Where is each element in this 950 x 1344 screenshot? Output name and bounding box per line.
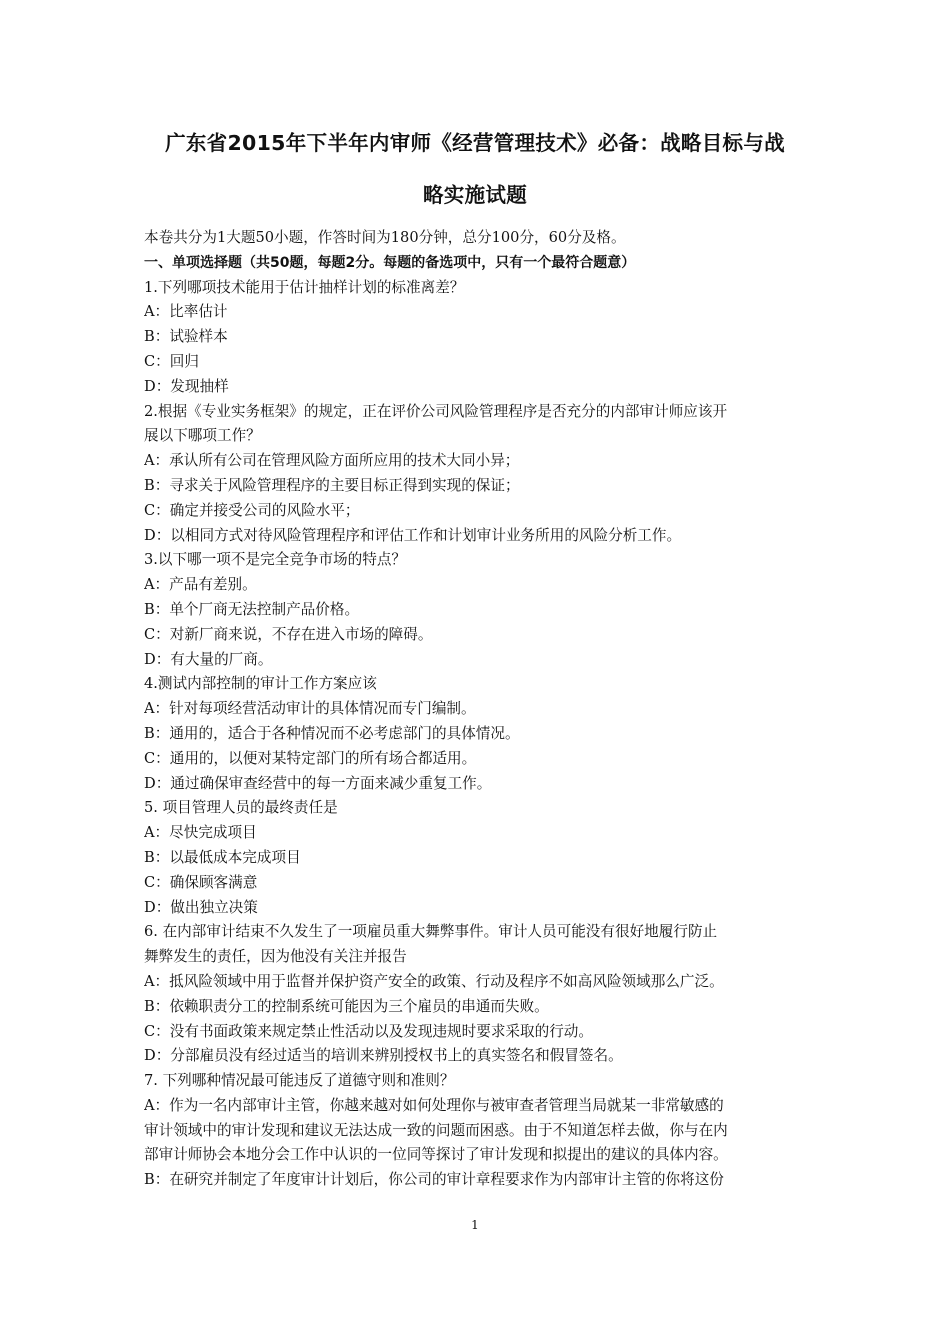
- text-line: A：比率估计: [144, 303, 228, 321]
- text-line: B：在研究并制定了年度审计计划后，你公司的审计章程要求作为内部审计主管的你将这份: [144, 1171, 724, 1189]
- text-line: A：承认所有公司在管理风险方面所应用的技术大同小异；: [144, 452, 520, 470]
- text-line: B：通用的，适合于各种情况而不必考虑部门的具体情况。: [144, 724, 520, 742]
- text-line: D：有大量的厂商。: [144, 650, 273, 668]
- text-line: C：对新厂商来说，不存在进入市场的障碍。: [144, 625, 433, 643]
- text-line: D：分部雇员没有经过适当的培训来辨别授权书上的真实签名和假冒签名。: [144, 1047, 623, 1065]
- text-line: A：抵风险领域中用于监督并保护资产安全的政策、行动及程序不如高风险领域那么广泛。: [144, 972, 724, 990]
- text-line: 部审计师协会本地分会工作中认识的一位同等探讨了审计发现和拟提出的建议的具体内容。: [144, 1146, 728, 1164]
- text-line: 本卷共分为1大题50小题，作答时间为180分钟，总分100分，60分及格。: [144, 229, 626, 246]
- text-line: B：以最低成本完成项目: [144, 848, 301, 866]
- text-line: B：单个厂商无法控制产品价格。: [144, 600, 360, 618]
- text-line: 3.以下哪一项不是完全竞争市场的特点？: [144, 551, 407, 569]
- text-line: C：回归: [144, 352, 199, 370]
- text-line: A：尽快完成项目: [144, 824, 257, 842]
- text-line: A：产品有差别。: [144, 576, 257, 594]
- section-heading: 一、单项选择题（共50题，每题2分。每题的备选项中，只有一个最符合题意）: [144, 254, 636, 271]
- text-line: B：试验样本: [144, 328, 228, 346]
- text-line: 4.测试内部控制的审计工作方案应该: [144, 675, 377, 693]
- text-line: 审计领域中的审计发现和建议无法达成一致的问题而困惑。由于不知道怎样去做，你与在内: [144, 1121, 728, 1139]
- text-line: C：确保顾客满意: [144, 873, 258, 891]
- page-number: 1: [471, 1218, 479, 1232]
- text-line: 舞弊发生的责任，因为他没有关注并报告: [144, 948, 407, 966]
- text-line: 2.根据《专业实务框架》的规定，正在评价公司风险管理程序是否充分的内部审计师应该开: [144, 402, 728, 420]
- document-body: [144, 226, 816, 1193]
- text-line: 7. 下列哪种情况最可能违反了道德守则和准则？: [144, 1072, 455, 1090]
- text-line: B：寻求关于风险管理程序的主要目标正得到实现的保证；: [144, 476, 520, 494]
- text-line: C：确定并接受公司的风险水平；: [144, 501, 360, 519]
- document-title-line-2: 略实施试题: [423, 183, 527, 207]
- text-line: 5. 项目管理人员的最终责任是: [144, 799, 338, 817]
- text-line: C：没有书面政策来规定禁止性活动以及发现违规时要求采取的行动。: [144, 1022, 593, 1040]
- text-line: C：通用的，以便对某特定部门的所有场合都适用。: [144, 749, 477, 767]
- text-line: 展以下哪项工作？: [144, 427, 261, 445]
- text-line: 6. 在内部审计结束不久发生了一项雇员重大舞弊事件。审计人员可能没有很好地履行防止: [144, 923, 718, 941]
- text-line: A：作为一名内部审计主管，你越来越对如何处理你与被审查者管理当局就某一非常敏感的: [144, 1096, 724, 1114]
- text-line: A：针对每项经营活动审计的具体情况而专门编制。: [144, 700, 476, 718]
- document-title-line-1: 广东省2015年下半年内审师《经营管理技术》必备：战略目标与战: [165, 131, 785, 155]
- text-line: D：发现抽样: [144, 377, 229, 395]
- text-line: B：依赖职责分工的控制系统可能因为三个雇员的串通而失败。: [144, 997, 549, 1015]
- text-line: 1.下列哪项技术能用于估计抽样计划的标准离差？: [144, 278, 465, 296]
- text-line: D：通过确保审查经营中的每一方面来减少重复工作。: [144, 774, 492, 792]
- text-line: D：以相同方式对待风险管理程序和评估工作和计划审计业务所用的风险分析工作。: [144, 526, 682, 544]
- text-line: D：做出独立决策: [144, 898, 258, 916]
